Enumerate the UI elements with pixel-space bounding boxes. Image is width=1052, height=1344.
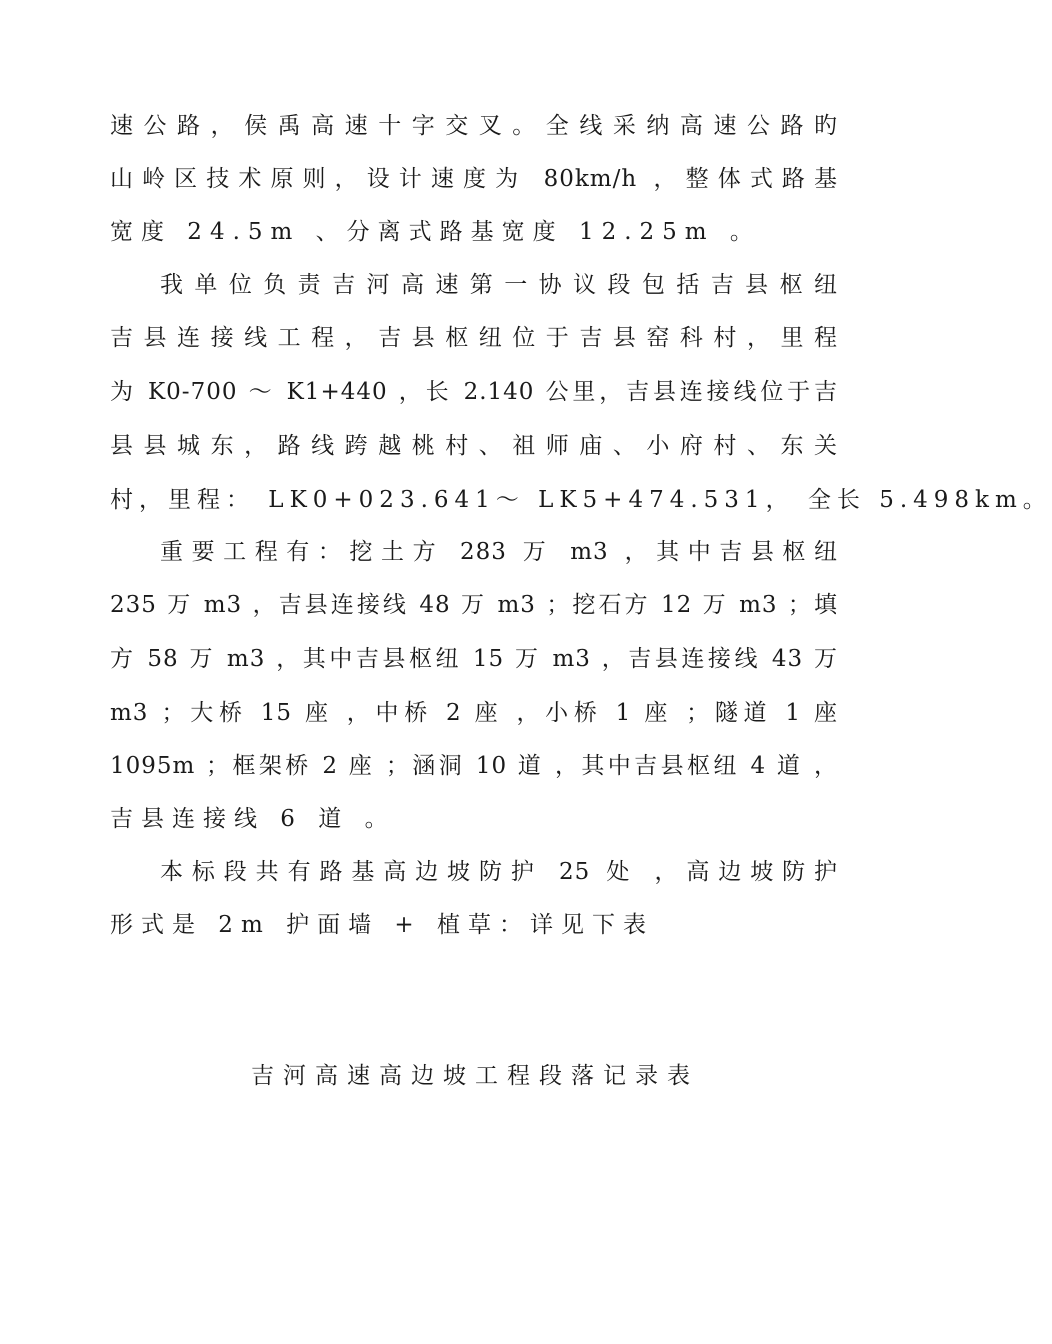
text-line: 吉县连接线 6 道 。: [110, 806, 396, 832]
text-line: 速公路，侯禹高速十字交叉。全线采纳高速公路旳: [110, 113, 838, 139]
text-line: 形式是 2m 护面墙 + 植草：详见下表: [110, 912, 654, 938]
text-line: 县县城东，路线跨越桃村、祖师庙、小府村、东关: [110, 433, 838, 459]
text-line: 我单位负责吉河高速第一协议段包括吉县枢纽: [160, 272, 838, 298]
text-line: 方 58 万 m3 ，其中吉县枢纽 15 万 m3 ，吉县连接线 43 万: [110, 646, 838, 672]
text-line: 村，里程： LK0+023.641～ LK5+474.531， 全长 5.498km。: [110, 487, 1052, 513]
text-line: 1095m ；框架桥 2 座 ；涵洞 10 道 ，其中吉县枢纽 4 道 ，: [110, 753, 838, 779]
text-line: 吉县连接线工程，吉县枢纽位于吉县窑科村，里程: [110, 325, 838, 351]
text-line: m3 ；大桥 15 座 ，中桥 2 座 ，小桥 1 座 ；隧道 1 座: [110, 700, 838, 726]
text-line: 本标段共有路基高边坡防护 25 处 ，高边坡防护: [160, 859, 838, 885]
text-line: 为 K0-700 ～ K1+440 ，长 2.140 公里，吉县连接线位于吉: [110, 379, 838, 405]
table-title: 吉河高速高边坡工程段落记录表: [251, 1063, 699, 1089]
text-line: 宽度 24.5m 、分离式路基宽度 12.25m 。: [110, 219, 761, 245]
text-line: 山岭区技术原则，设计速度为 80km/h ，整体式路基: [110, 166, 838, 192]
text-line: 235 万 m3 ，吉县连接线 48 万 m3 ；挖石方 12 万 m3 ；填: [110, 592, 838, 618]
text-line: 重要工程有：挖土方 283 万 m3 ，其中吉县枢纽: [160, 539, 838, 565]
